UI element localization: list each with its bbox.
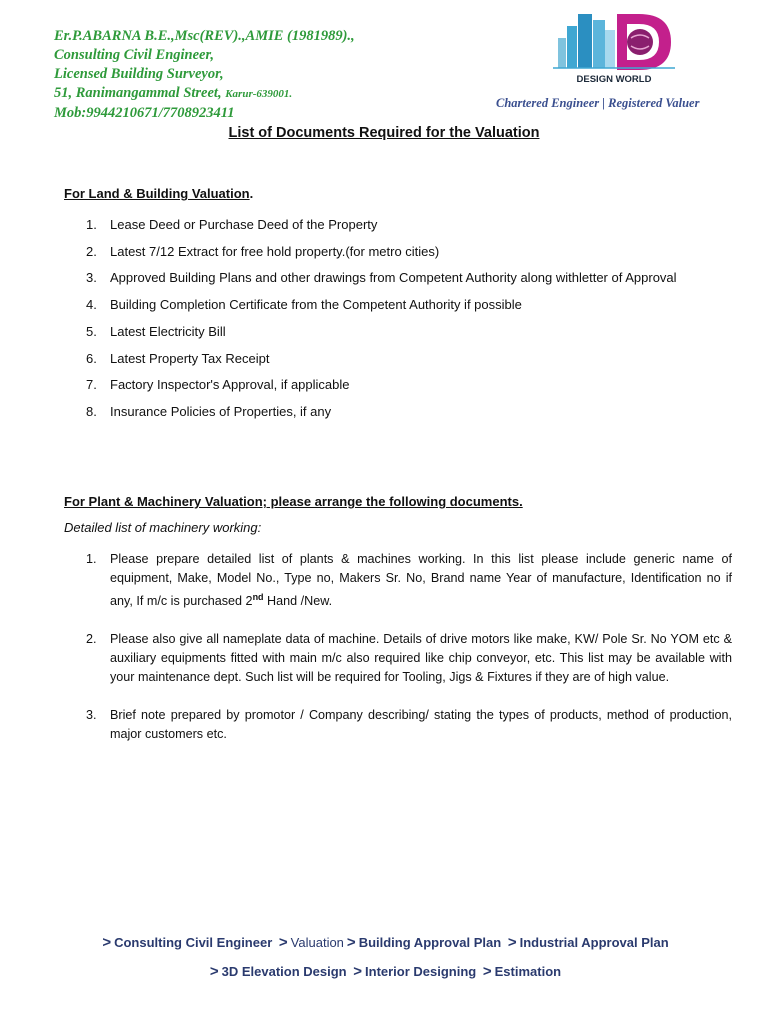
logo-building-4 [593, 20, 605, 68]
list-item [64, 630, 732, 687]
chevron-right-icon: > [353, 963, 363, 980]
logo-building-5 [605, 30, 615, 68]
list-item [64, 292, 704, 319]
machinery-documents-list [64, 550, 732, 763]
list-item [64, 346, 704, 373]
list-item-number: 2. [86, 632, 97, 647]
list-item-number: 4. [86, 297, 97, 313]
land-documents-list [64, 212, 704, 426]
footer-services-line-1 [0, 934, 768, 951]
list-item [64, 399, 704, 426]
footer-service: Interior Designing [365, 964, 477, 979]
logo-building-3 [578, 14, 592, 68]
list-item-number: 7. [86, 377, 97, 393]
list-item-number: 2. [86, 243, 97, 259]
list-item-number: 6. [86, 350, 97, 366]
land-heading-text: For Land & Building Valuation [64, 186, 250, 201]
list-item [64, 372, 704, 399]
chevron-right-icon: > [346, 934, 356, 951]
list-item-number: 3. [86, 270, 97, 286]
list-item-text: Insurance Policies of Properties, if any [110, 403, 332, 419]
footer-service: Consulting Civil Engineer [114, 935, 273, 950]
machinery-heading-text: For Plant & Machinery Valuation; please arrange the following documents. [64, 494, 523, 509]
list-item-number: 8. [86, 403, 97, 419]
ordinal-superscript: nd [252, 592, 264, 602]
list-item [64, 319, 704, 346]
list-item [64, 706, 732, 744]
list-item-text: Building Completion Certificate from the Competent Authority if possible [110, 297, 522, 313]
footer-service: Estimation [494, 964, 562, 979]
machinery-subheading: Detailed list of machinery working: [64, 520, 262, 535]
list-item-text: Approved Building Plans and other drawings from Competent Authority along withletter of Approval [110, 270, 677, 286]
chevron-right-icon: > [209, 963, 219, 980]
list-item [64, 265, 704, 292]
chevron-right-icon: > [278, 934, 288, 951]
list-item-text: Latest Property Tax Receipt [110, 350, 270, 366]
logo-globe [627, 29, 653, 55]
engineer-title: Consulting Civil Engineer, [54, 47, 214, 63]
page-title: List of Documents Required for the Valuation [228, 125, 540, 141]
list-item-text: Latest 7/12 Extract for free hold property.(for metro cities) [110, 243, 440, 259]
logo-text: DESIGN WORLD [576, 74, 652, 85]
footer-service: Industrial Approval Plan [519, 935, 669, 950]
list-item-text: Factory Inspector's Approval, if applicable [110, 377, 350, 393]
land-section-heading [64, 186, 253, 201]
address-line [54, 84, 355, 104]
chevron-right-icon: > [482, 963, 492, 980]
list-item-text: Please also give all nameplate data of machine. Details of drive motors like make, KW/ Pole Sr. No YOM etc & auxiliary equipments fitted with main m/c also required like chip conveyor, etc. This list may be available with your maintenance dept. Such list will be required for Tooling, Jigs & Fixtures if they are of high value. [110, 632, 732, 685]
list-item-text: Please prepare detailed list of plants & machines working. In this list please include generic name of equipment, Make, Model No., Type no, Makers Sr. No, Brand name Year of manufacture, Identification no if any, If m/c is purchased 2 [110, 552, 732, 609]
mobile-line: Mob:9944210671/7708923411 [54, 105, 235, 121]
chevron-right-icon: > [102, 934, 112, 951]
list-item [64, 550, 732, 611]
engineer-name: Er.P.ABARNA B.E.,Msc(REV).,AMIE (1981989)., [54, 28, 355, 44]
footer-service: Valuation [290, 935, 344, 950]
logo-building-2 [567, 26, 577, 68]
list-item [64, 239, 704, 266]
land-heading-suffix: . [249, 186, 254, 201]
address-city: Karur-639001. [225, 88, 293, 100]
list-item-number: 1. [86, 217, 97, 232]
logo-tagline: Chartered Engineer | Registered Valuer [496, 96, 700, 110]
footer-service: 3D Elevation Design [221, 964, 347, 979]
list-item-text-end: Hand /New. [263, 594, 333, 609]
machinery-section-heading [64, 494, 523, 509]
license-line: Licensed Building Surveyor, [54, 66, 224, 82]
list-item [64, 212, 704, 239]
letterhead-contact [54, 27, 355, 123]
address-main: 51, Ranimangammal Street, [54, 85, 222, 101]
design-world-logo [553, 10, 675, 86]
logo-building-1 [558, 38, 566, 68]
list-item-number: 5. [86, 323, 97, 339]
list-item-text: Lease Deed or Purchase Deed of the Property [110, 217, 378, 232]
list-item-text: Brief note prepared by promotor / Company describing/ stating the types of products, method of production, major customers etc. [110, 708, 732, 742]
list-item-number: 3. [86, 708, 97, 723]
chevron-right-icon: > [507, 934, 517, 951]
list-item-number: 1. [86, 552, 97, 566]
footer-service: Building Approval Plan [358, 935, 502, 950]
footer-services-line-2 [0, 963, 768, 980]
list-item-text: Latest Electricity Bill [110, 323, 226, 339]
